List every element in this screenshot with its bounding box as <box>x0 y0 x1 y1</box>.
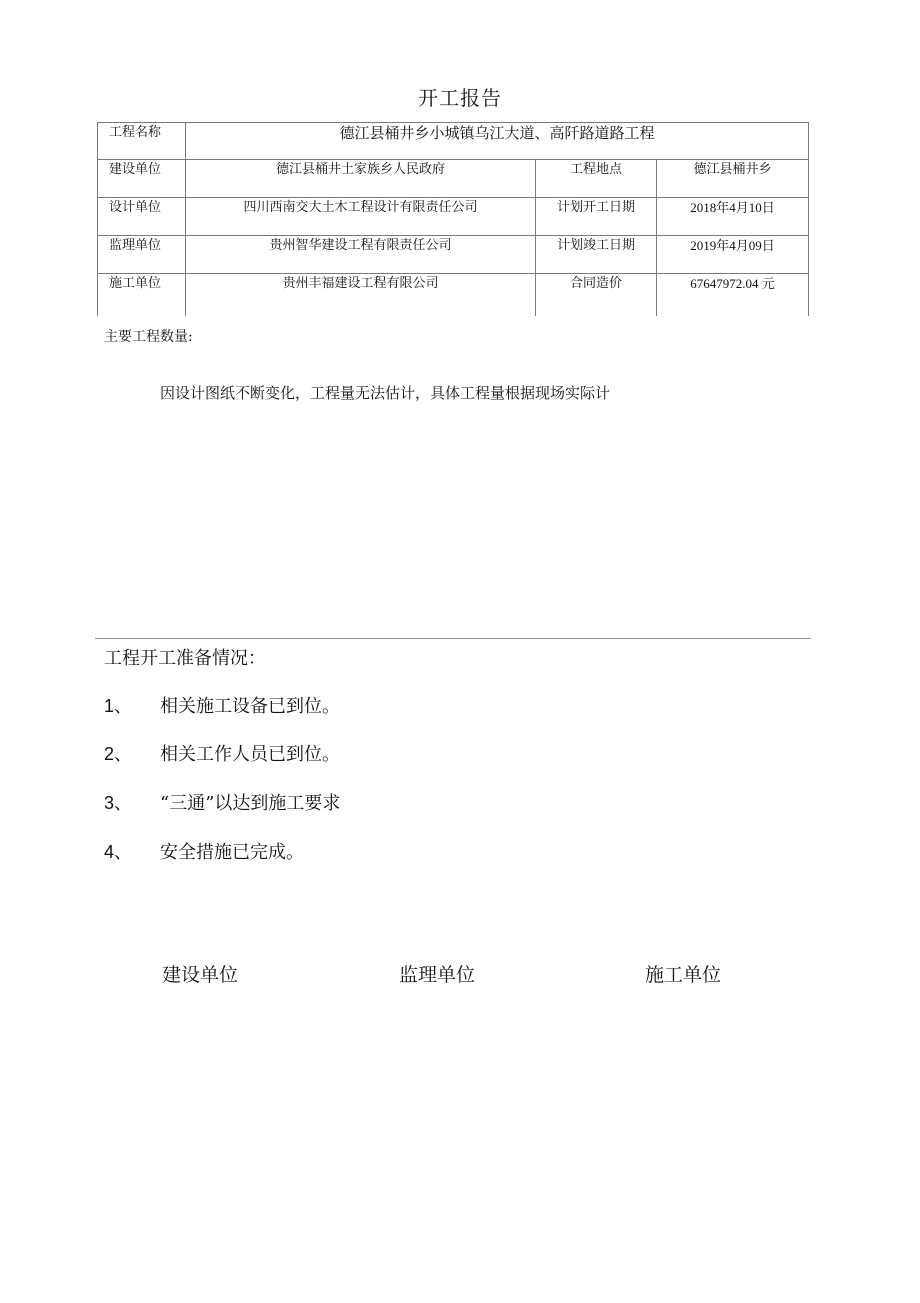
list-item-text: 相关施工设备已到位。 <box>160 696 340 717</box>
list-item-text: “三通”以达到施工要求 <box>160 793 341 814</box>
divider <box>95 638 811 639</box>
project-name-label: 工程名称 <box>98 123 186 160</box>
project-info-table <box>97 122 809 316</box>
location-value: 德江县桶井乡 <box>657 160 809 198</box>
page-title: 开工报告 <box>418 86 502 110</box>
table-row <box>98 198 809 236</box>
list-item-number: 1、 <box>104 696 133 716</box>
table-row <box>98 123 809 160</box>
designer-label: 设计单位 <box>98 198 186 236</box>
table-row <box>98 236 809 274</box>
supervisor-value: 贵州智华建设工程有限责任公司 <box>186 236 536 274</box>
table-row <box>98 274 809 317</box>
builder-label: 建设单位 <box>98 160 186 198</box>
designer-value: 四川西南交大土木工程设计有限责任公司 <box>186 198 536 236</box>
end-date-label: 计划竣工日期 <box>536 236 657 274</box>
list-item <box>104 692 340 718</box>
list-item-number: 4、 <box>104 842 133 862</box>
quantity-label: 主要工程数量: <box>104 329 193 345</box>
table-row <box>98 160 809 198</box>
list-item <box>104 789 340 815</box>
signature-supervisor: 监理单位 <box>399 964 476 986</box>
contractor-label: 施工单位 <box>98 274 186 317</box>
location-label: 工程地点 <box>536 160 657 198</box>
signature-builder: 建设单位 <box>162 964 239 986</box>
quantity-text: 因设计图纸不断变化，工程量无法估计，具体工程量根据现场实际计 <box>160 384 611 402</box>
preparation-title: 工程开工准备情况： <box>104 648 266 669</box>
end-date-value: 2019年4月09日 <box>657 236 809 274</box>
contractor-value: 贵州丰福建设工程有限公司 <box>186 274 536 317</box>
project-name-value: 德江县桶井乡小城镇乌江大道、高阡路道路工程 <box>186 123 809 160</box>
list-item-number: 3、 <box>104 793 133 813</box>
supervisor-label: 监理单位 <box>98 236 186 274</box>
list-item-text: 安全措施已完成。 <box>160 842 304 863</box>
price-value: 67647972.04 元 <box>657 274 809 317</box>
builder-value: 德江县桶井土家族乡人民政府 <box>186 160 536 198</box>
list-item <box>104 740 340 766</box>
start-date-label: 计划开工日期 <box>536 198 657 236</box>
price-label: 合同造价 <box>536 274 657 317</box>
list-item-text: 相关工作人员已到位。 <box>160 744 340 765</box>
signature-contractor: 施工单位 <box>645 964 722 986</box>
list-item <box>104 838 304 864</box>
list-item-number: 2、 <box>104 744 133 764</box>
start-date-value: 2018年4月10日 <box>657 198 809 236</box>
